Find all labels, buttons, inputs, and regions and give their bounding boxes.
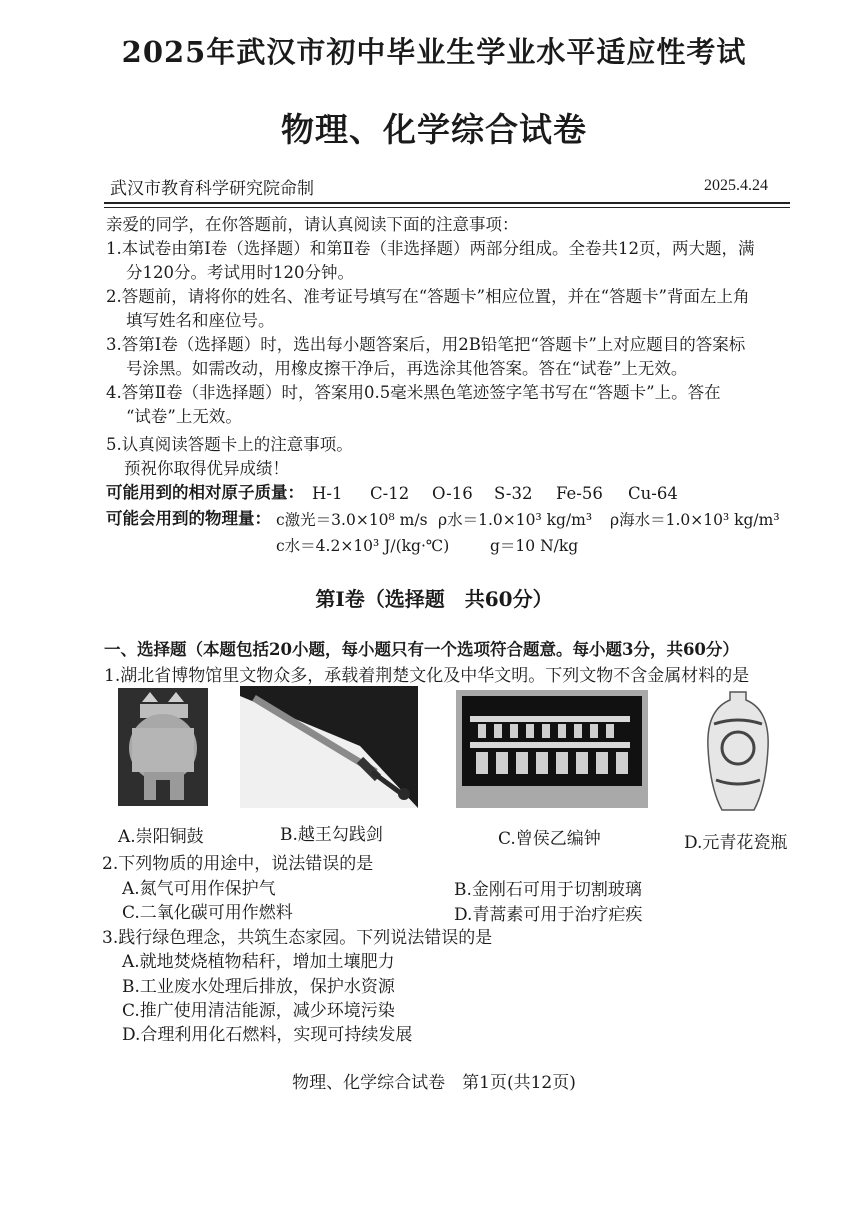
note-5-line1: 5.认真阅读答题卡上的注意事项。 [106, 435, 353, 454]
note-3-line1: 3.答第Ⅰ卷（选择题）时，选出每小题答案后，用2B铅笔把“答题卡”上对应题目的答案标 [106, 335, 746, 354]
chime-bells-image [456, 690, 648, 808]
question-1-stem: 1.湖北省博物馆里文物众多，承载着荆楚文化及中华文明。下列文物不含金属材料的是 [104, 666, 750, 686]
page-footer: 物理、化学综合试卷 第1页(共12页) [292, 1073, 576, 1093]
question-3-stem: 3.践行绿色理念，共筑生态家园。下列说法错误的是 [102, 928, 493, 948]
note-1-line1: 1.本试卷由第Ⅰ卷（选择题）和第Ⅱ卷（非选择题）两部分组成。全卷共12页，两大题，满 [106, 239, 755, 258]
porcelain-vase-image [700, 688, 776, 814]
chime-bells-icon [456, 690, 648, 808]
atomic-mass-o: O-16 [432, 484, 473, 503]
note-2-line2: 填写姓名和座位号。 [126, 311, 275, 330]
section-title: 第Ⅰ卷（选择题 共60分） [315, 587, 553, 611]
atomic-mass-c: C-12 [370, 484, 410, 503]
question-1-option-d: D.元青花瓷瓶 [684, 833, 788, 853]
note-1-line2: 分120分。考试用时120分钟。 [126, 263, 354, 282]
atomic-mass-s: S-32 [494, 484, 533, 503]
atomic-mass-label: 可能用到的相对原子质量： [106, 483, 304, 502]
note-3-line2: 号涂黑。如需改动，用橡皮擦干净后，再选涂其他答案。答在“试卷”上无效。 [126, 359, 688, 378]
header-rule-thin [104, 207, 790, 208]
constant-c-laser: c激光＝3.0×10⁸ m/s [276, 511, 428, 529]
question-2-option-a: A.氮气可用作保护气 [122, 879, 276, 899]
question-1-option-a: A.崇阳铜鼓 [118, 827, 204, 847]
constants-label: 可能会用到的物理量： [106, 509, 271, 528]
atomic-mass-fe: Fe-56 [556, 484, 603, 503]
note-2-line1: 2.答题前，请将你的姓名、准考证号填写在“答题卡”相应位置，并在“答题卡”背面左上角 [106, 287, 750, 306]
question-3-option-d: D.合理利用化石燃料，实现可持续发展 [122, 1025, 413, 1045]
question-1-option-c: C.曾侯乙编钟 [498, 829, 601, 849]
header-rule [104, 202, 790, 204]
constant-rho-sea: ρ海水＝1.0×10³ kg/m³ [610, 511, 780, 529]
atomic-mass-cu: Cu-64 [628, 484, 678, 503]
question-3-option-c: C.推广使用清洁能源，减少环境污染 [122, 1001, 395, 1021]
question-2-stem: 2.下列物质的用途中，说法错误的是 [102, 854, 374, 874]
question-2-option-c: C.二氧化碳可用作燃料 [122, 903, 293, 923]
exam-subtitle: 物理、化学综合试卷 [281, 110, 587, 149]
question-3-option-a: A.就地焚烧植物秸秆，增加土壤肥力 [122, 952, 395, 972]
note-5-line2: 预祝你取得优异成绩！ [124, 459, 289, 478]
question-2-option-b: B.金刚石可用于切割玻璃 [454, 880, 642, 900]
bronze-drum-image [118, 688, 208, 806]
sword-icon [240, 686, 418, 808]
question-3-option-b: B.工业废水处理后排放，保护水资源 [122, 977, 395, 997]
exam-date: 2025.4.24 [704, 177, 768, 194]
constant-c-water: c水＝4.2×10³ J/(kg·℃) [276, 537, 450, 555]
note-4-line1: 4.答第Ⅱ卷（非选择题）时，答案用0.5毫米黑色笔迹签字笔书写在“答题卡”上。答在 [106, 383, 721, 402]
note-4-line2: “试卷”上无效。 [126, 407, 242, 426]
exam-title: 2025年武汉市初中毕业生学业水平适应性考试 [121, 35, 747, 69]
atomic-mass-h: H-1 [312, 484, 343, 503]
notes-greeting: 亲爱的同学，在你答题前，请认真阅读下面的注意事项： [106, 215, 519, 234]
constant-rho-water: ρ水＝1.0×10³ kg/m³ [438, 511, 593, 529]
question-1-option-b: B.越王勾践剑 [280, 825, 383, 845]
constant-g: g＝10 N/kg [490, 537, 579, 555]
organizer: 武汉市教育科学研究院命制 [110, 179, 314, 199]
section-intro: 一、选择题（本题包括20小题，每小题只有一个选项符合题意。每小题3分，共60分） [104, 640, 739, 659]
vase-icon [700, 688, 776, 814]
bronze-drum-icon [118, 688, 208, 806]
sword-image [240, 686, 418, 808]
question-2-option-d: D.青蒿素可用于治疗疟疾 [454, 905, 643, 925]
